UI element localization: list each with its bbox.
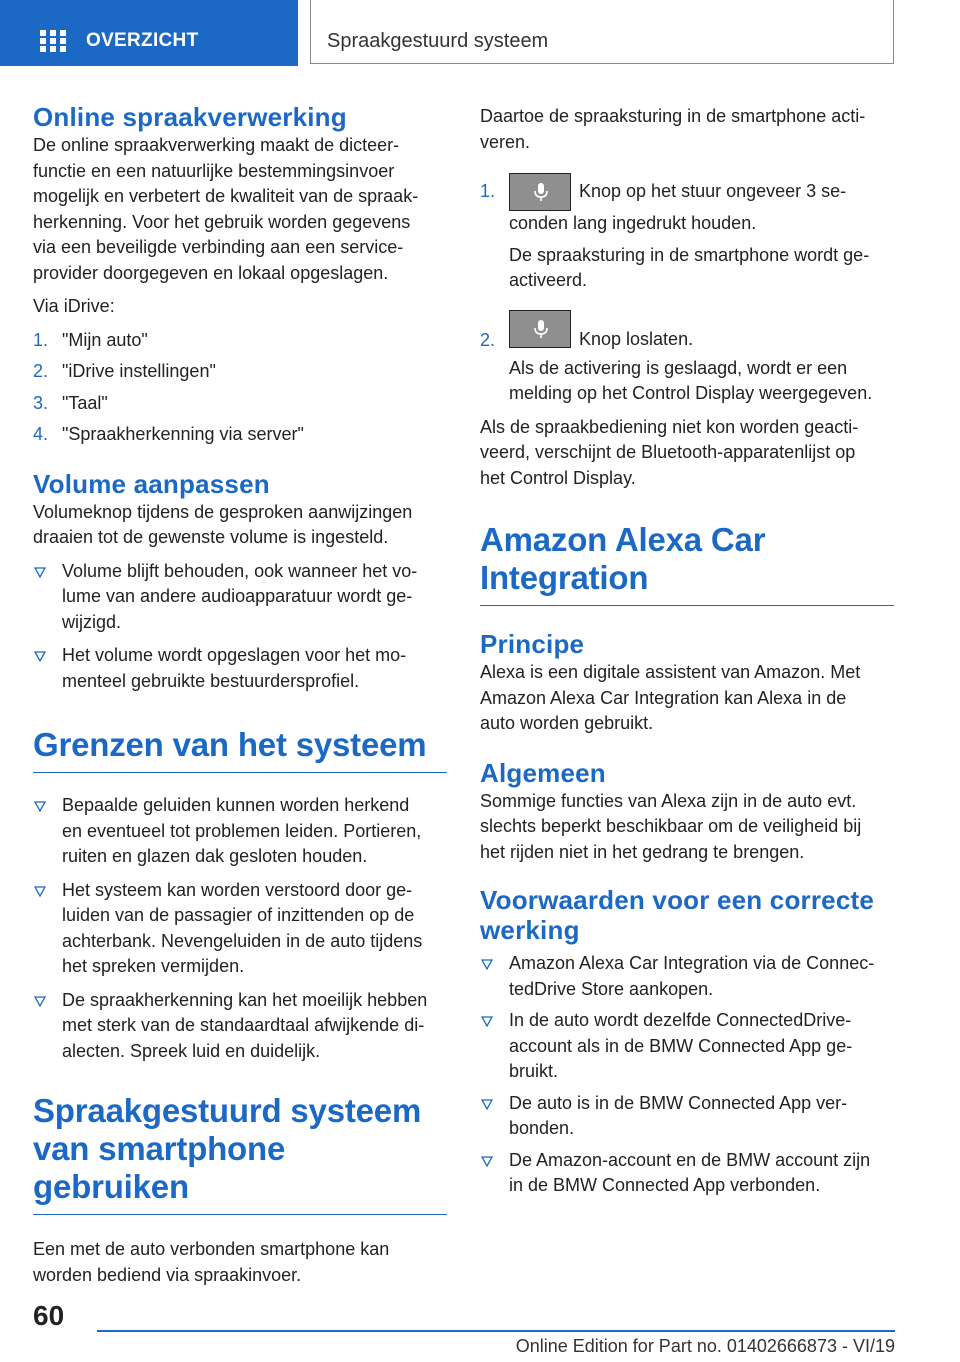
requirements-bullets bbox=[480, 951, 894, 1199]
list-item: 2. "iDrive instellingen" bbox=[33, 361, 216, 381]
triangle-bullet-icon bbox=[34, 886, 46, 897]
list-item: 3. "Taal" bbox=[33, 392, 108, 413]
heading-requirements: Voorwaarden voor een correcte werking bbox=[480, 885, 875, 945]
list-item: Amazon Alexa Car Integration via de Connec- tedDrive Store aankopen. bbox=[480, 951, 894, 1002]
top-navigation bbox=[0, 0, 960, 66]
overview-tab[interactable] bbox=[0, 0, 298, 66]
left-column bbox=[33, 96, 447, 1288]
triangle-bullet-icon bbox=[481, 959, 493, 970]
volume-text: Volumeknop tijdens de gesproken aanwijzingen draaien tot de gewenste volume is ingesteld. bbox=[33, 501, 413, 547]
list-item: 1. "Mijn auto" bbox=[33, 329, 148, 350]
activation-failed-text: Als de spraakbediening niet kon worden geacti- veerd, verschijnt de Bluetooth-apparatenlijst op het Control Display. bbox=[480, 416, 859, 488]
triangle-bullet-icon bbox=[34, 651, 46, 662]
grid-icon bbox=[40, 30, 66, 52]
volume-bullets bbox=[33, 559, 447, 695]
right-column bbox=[480, 96, 894, 1199]
microphone-icon bbox=[533, 182, 549, 202]
principle-text: Alexa is een digitale assistent van Amazon. Met Amazon Alexa Car Integration kan Alexa in de auto worden gebruikt. bbox=[480, 662, 861, 733]
list-item: De spraakherkenning kan het moeilijk hebben met sterk van de standaardtaal afwijkende di- alecten. Spreek luid en duidelijk. bbox=[33, 988, 447, 1065]
heading-principle: Principe bbox=[480, 629, 585, 659]
smartphone-intro-text: Daartoe de spraaksturing in de smartphone acti- veren. bbox=[480, 106, 866, 152]
triangle-bullet-icon bbox=[34, 801, 46, 812]
triangle-bullet-icon bbox=[34, 996, 46, 1007]
section-tab[interactable] bbox=[310, 0, 894, 64]
smartphone-voice-text: Een met de auto verbonden smartphone kan worden bediend via spraakinvoer. bbox=[33, 1239, 390, 1285]
list-item: De Amazon-account en de BMW account zijn in de BMW Connected App verbonden. bbox=[480, 1148, 894, 1199]
triangle-bullet-icon bbox=[34, 567, 46, 578]
smartphone-step-1: 1. Knop op het stuur ongeveer 3 se- conden lang ingedrukt houden. De spraaksturing in de smartphone wordt ge- activeerd. bbox=[480, 173, 894, 294]
page-number: 60 bbox=[33, 1300, 65, 1331]
triangle-bullet-icon bbox=[481, 1099, 493, 1110]
limits-bullets bbox=[33, 793, 447, 1064]
list-item: De auto is in de BMW Connected App ver- bonden. bbox=[480, 1091, 894, 1142]
heading-volume: Volume aanpassen bbox=[33, 468, 270, 499]
section-label: Spraakgestuurd systeem bbox=[327, 30, 549, 52]
microphone-button bbox=[509, 173, 571, 211]
triangle-bullet-icon bbox=[481, 1156, 493, 1167]
list-item: Het systeem kan worden verstoord door ge- luiden van de passagier of inzittenden op de achterbank. Nevengeluiden in de auto tijdens het spreken vermijden. bbox=[33, 878, 447, 980]
smartphone-step-2: 2. Knop loslaten. Als de activering is geslaagd, wordt er een melding op het Control Display weergegeven. bbox=[480, 310, 894, 407]
heading-online-speech: Online spraakverwerking bbox=[33, 102, 347, 132]
edition-footer: Online Edition for Part no. 01402666873 - VI/19 bbox=[515, 1336, 895, 1356]
triangle-bullet-icon bbox=[481, 1016, 493, 1027]
overview-label: OVERZICHT bbox=[86, 30, 199, 51]
heading-smartphone-voice: Spraakgestuurd systeem van smartphone gebruiken bbox=[33, 1092, 447, 1215]
heading-alexa: Amazon Alexa Car Integration bbox=[480, 521, 894, 606]
idrive-steps bbox=[33, 328, 447, 448]
general-text: Sommige functies van Alexa zijn in de auto evt. slechts beperkt beschikbaar om de veiligheid bij het rijden niet in het gedrang te brengen. bbox=[480, 790, 862, 862]
heading-system-limits: Grenzen van het systeem bbox=[33, 726, 447, 773]
list-item: Volume blijft behouden, ook wanneer het vo- lume van andere audioapparatuur wordt ge- wijzigd. bbox=[33, 559, 447, 636]
footer-divider bbox=[97, 1330, 895, 1332]
list-item: 4. "Spraakherkenning via server" bbox=[33, 424, 304, 444]
list-item: Bepaalde geluiden kunnen worden herkend en eventueel tot problemen leiden. Portieren, ruiten en glazen dak gesloten houden. bbox=[33, 793, 447, 870]
via-idrive-text: Via iDrive: bbox=[33, 296, 115, 316]
microphone-button bbox=[509, 310, 571, 348]
online-speech-text: De online spraakverwerking maakt de dicteer- functie en een natuurlijke bestemmingsinvoer mogelijk en verbetert de kwaliteit van de spraak- herkenning. Voor het gebruik worden gegevens via een beveiligde verbinding aan een service- provider doorgegeven en lokaal opgeslagen. bbox=[33, 135, 419, 283]
heading-general: Algemeen bbox=[480, 757, 606, 788]
list-item: In de auto wordt dezelfde ConnectedDrive- account als in de BMW Connected App ge- bruikt. bbox=[480, 1008, 894, 1085]
microphone-icon bbox=[533, 319, 549, 339]
list-item: Het volume wordt opgeslagen voor het mo- menteel gebruikte bestuurdersprofiel. bbox=[33, 643, 447, 694]
